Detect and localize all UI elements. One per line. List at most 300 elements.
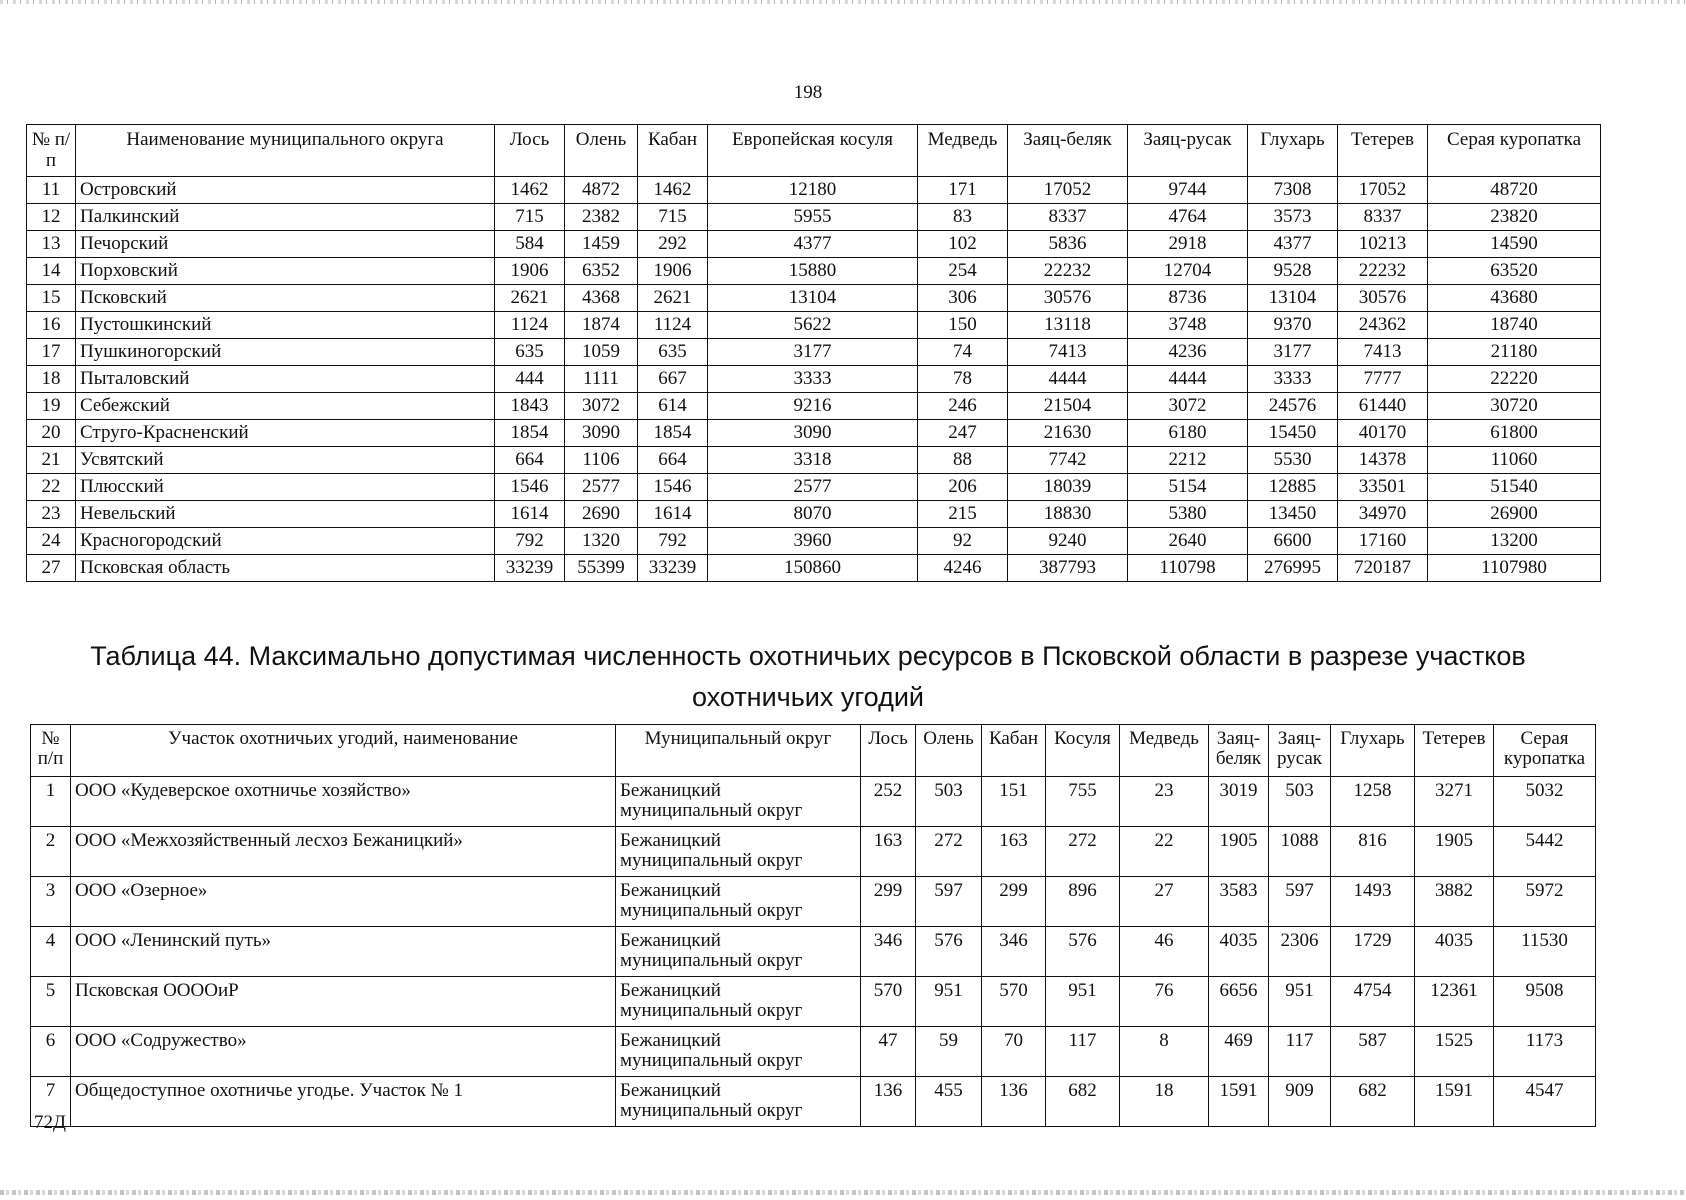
table-cell: 8736 [1128,285,1248,312]
table-cell: 5955 [708,204,918,231]
table-cell: 24362 [1338,312,1428,339]
col-brown-hare-header: Заяц-русак [1269,725,1331,777]
table-cell: 306 [918,285,1008,312]
table-cell: 951 [916,977,982,1027]
table-cell: 503 [916,777,982,827]
table-cell: 4444 [1128,366,1248,393]
table-cell: 3 [31,877,71,927]
table-cell: 346 [982,927,1046,977]
table-cell: 252 [861,777,916,827]
table-cell: 8070 [708,501,918,528]
table-cell: 21504 [1008,393,1128,420]
table-cell: Плюсский [76,474,495,501]
table-cell: 117 [1269,1027,1331,1077]
table-cell: 18830 [1008,501,1128,528]
col-municipal-district-header: Муниципальный округ [616,725,861,777]
table-cell: 6352 [565,258,638,285]
table-cell: 22232 [1338,258,1428,285]
table-cell: 74 [918,339,1008,366]
table-cell: 21630 [1008,420,1128,447]
table-cell: 33239 [638,555,708,582]
table-cell: 9508 [1494,977,1596,1027]
table-cell: 1874 [565,312,638,339]
table-cell: 21 [27,447,76,474]
table-cell: 299 [982,877,1046,927]
table-cell: 1525 [1415,1027,1494,1077]
table-row [31,977,1596,1027]
table-cell: Псковская область [76,555,495,582]
col-roe-deer-header: Европейская косуля [708,125,918,177]
table-cell: 1320 [565,528,638,555]
table-cell: 2 [31,827,71,877]
table-cell: 792 [495,528,565,555]
table-cell: 1107980 [1428,555,1601,582]
table-cell: Бежаницкий муниципальный округ [616,977,861,1027]
table-cell: 1614 [495,501,565,528]
table-cell: 47 [861,1027,916,1077]
table-cell: 1173 [1494,1027,1596,1077]
table-cell: 15450 [1248,420,1338,447]
table-cell: 4377 [708,231,918,258]
col-roe-deer-header: Косуля [1046,725,1120,777]
table-cell: Порховский [76,258,495,285]
table-cell: 11 [27,177,76,204]
table-cell: 2621 [638,285,708,312]
col-black-grouse-header: Тетерев [1415,725,1494,777]
table-row [27,366,1601,393]
table-cell: 78 [918,366,1008,393]
table-cell: 22220 [1428,366,1601,393]
table-cell: 88 [918,447,1008,474]
table-cell: 9528 [1248,258,1338,285]
table-cell: 1546 [638,474,708,501]
col-capercaillie-header: Глухарь [1331,725,1415,777]
table-cell: 951 [1269,977,1331,1027]
table-cell: 5154 [1128,474,1248,501]
bottom-table-header-row [31,725,1596,777]
table-cell: 4754 [1331,977,1415,1027]
table-cell: 51540 [1428,474,1601,501]
table-cell: Бежаницкий муниципальный округ [616,827,861,877]
table-cell: 33501 [1338,474,1428,501]
table-cell: ООО «Озерное» [71,877,616,927]
top-table-header-row [27,125,1601,177]
table-cell: 7413 [1338,339,1428,366]
table-cell: Струго-Красненский [76,420,495,447]
table-cell: 7742 [1008,447,1128,474]
table-cell: 682 [1331,1077,1415,1127]
table-cell: Общедоступное охотничье угодье. Участок № 1 [71,1077,616,1127]
table-cell: Псковский [76,285,495,312]
table-cell: 18 [1120,1077,1209,1127]
col-number-header: № п/п [31,725,71,777]
table-cell: 1906 [495,258,565,285]
table-cell: 18740 [1428,312,1601,339]
table-cell: 5836 [1008,231,1128,258]
table-cell: 254 [918,258,1008,285]
col-bear-header: Медведь [918,125,1008,177]
table-cell: 614 [638,393,708,420]
table-cell: 136 [861,1077,916,1127]
table-cell: 55399 [565,555,638,582]
table-row [27,447,1601,474]
table-row [31,877,1596,927]
table-cell: 576 [1046,927,1120,977]
table-cell: 346 [861,927,916,977]
table-cell: 12361 [1415,977,1494,1027]
table-cell: 206 [918,474,1008,501]
table-cell: 2382 [565,204,638,231]
table-cell: 8337 [1008,204,1128,231]
col-mountain-hare-header: Заяц-беляк [1209,725,1269,777]
table-row [31,777,1596,827]
table-cell: 3583 [1209,877,1269,927]
table-cell: 18 [27,366,76,393]
table-cell: 1905 [1415,827,1494,877]
table-cell: ООО «Ленинский путь» [71,927,616,977]
table-cell: 816 [1331,827,1415,877]
table-cell: 3271 [1415,777,1494,827]
table-cell: Бежаницкий муниципальный округ [616,1027,861,1077]
col-bear-header: Медведь [1120,725,1209,777]
page-number: 198 [793,82,823,103]
table-cell: 503 [1269,777,1331,827]
table-cell: 570 [861,977,916,1027]
scan-edge-bottom [0,1190,1686,1195]
table-cell: 14378 [1338,447,1428,474]
table-cell: 34970 [1338,501,1428,528]
table-cell: 151 [982,777,1046,827]
table-row [27,177,1601,204]
table-cell: 1088 [1269,827,1331,877]
table-cell: 1124 [638,312,708,339]
table-cell: 2640 [1128,528,1248,555]
table-cell: 597 [916,877,982,927]
table-cell: 17160 [1338,528,1428,555]
table-cell: 23 [1120,777,1209,827]
table-cell: Бежаницкий муниципальный округ [616,777,861,827]
table-cell: 8 [1120,1027,1209,1077]
table-cell: 16 [27,312,76,339]
table-cell: 27 [1120,877,1209,927]
table-cell: 22 [1120,827,1209,877]
table-cell: 667 [638,366,708,393]
table-row [27,231,1601,258]
col-district-header: Наименование муниципального округа [76,125,495,177]
table-cell: 2918 [1128,231,1248,258]
table-cell: 246 [918,393,1008,420]
table-cell: 40170 [1338,420,1428,447]
col-elk-header: Лось [495,125,565,177]
table-cell: 110798 [1128,555,1248,582]
table-cell: 1591 [1209,1077,1269,1127]
table-cell: 7413 [1008,339,1128,366]
table-cell: 150860 [708,555,918,582]
table-cell: 4764 [1128,204,1248,231]
table-cell: 951 [1046,977,1120,1027]
table-cell: 5972 [1494,877,1596,927]
table-cell: 9370 [1248,312,1338,339]
table-cell: 102 [918,231,1008,258]
table-cell: 163 [861,827,916,877]
table-cell: 4368 [565,285,638,312]
col-partridge-header: Серая куропатка [1494,725,1596,777]
table-cell: 720187 [1338,555,1428,582]
table-row [27,555,1601,582]
table-cell: 70 [982,1027,1046,1077]
table-cell: 247 [918,420,1008,447]
table-cell: 20 [27,420,76,447]
col-deer-header: Олень [916,725,982,777]
table-row [27,474,1601,501]
top-table [26,124,1601,582]
table-cell: 755 [1046,777,1120,827]
table-cell: 664 [495,447,565,474]
table-cell: 292 [638,231,708,258]
table-cell: 1 [31,777,71,827]
table-cell: 117 [1046,1027,1120,1077]
table-cell: 4246 [918,555,1008,582]
table-cell: 1106 [565,447,638,474]
table-cell: 1462 [495,177,565,204]
table-cell: 8337 [1338,204,1428,231]
table-row [27,528,1601,555]
table-cell: 4444 [1008,366,1128,393]
table-cell: 27 [27,555,76,582]
table-cell: 597 [1269,877,1331,927]
table-cell: 715 [495,204,565,231]
table-cell: 1854 [638,420,708,447]
table-row [27,420,1601,447]
table-cell: 163 [982,827,1046,877]
table-cell: 7308 [1248,177,1338,204]
table-cell: 896 [1046,877,1120,927]
table-cell: 1905 [1209,827,1269,877]
table-cell: 2577 [565,474,638,501]
table-caption-line-2: охотничьих угодий [691,682,924,712]
table-cell: Невельский [76,501,495,528]
table-row [27,312,1601,339]
table-cell: 30720 [1428,393,1601,420]
table-cell: 3090 [708,420,918,447]
table-cell: 136 [982,1077,1046,1127]
table-cell: 12180 [708,177,918,204]
table-cell: 682 [1046,1077,1120,1127]
table-cell: 3960 [708,528,918,555]
table-cell: Бежаницкий муниципальный округ [616,927,861,977]
table-cell: 15880 [708,258,918,285]
table-row [27,501,1601,528]
table-row [27,285,1601,312]
table-cell: 18039 [1008,474,1128,501]
table-cell: 13104 [708,285,918,312]
table-cell: 715 [638,204,708,231]
table-cell: 635 [495,339,565,366]
table-cell: 150 [918,312,1008,339]
table-cell: 13200 [1428,528,1601,555]
table-cell: Усвятский [76,447,495,474]
table-cell: 63520 [1428,258,1601,285]
table-cell: 6180 [1128,420,1248,447]
col-plot-name-header: Участок охотничьих угодий, наименование [71,725,616,777]
table-cell: 46 [1120,927,1209,977]
table-cell: 3019 [1209,777,1269,827]
table-cell: 272 [1046,827,1120,877]
table-cell: 22 [27,474,76,501]
table-cell: 5032 [1494,777,1596,827]
table-cell: 14 [27,258,76,285]
table-cell: 584 [495,231,565,258]
table-cell: 469 [1209,1027,1269,1077]
table-cell: 5380 [1128,501,1248,528]
table-cell: 215 [918,501,1008,528]
table-cell: 299 [861,877,916,927]
table-cell: 14590 [1428,231,1601,258]
table-cell: 2212 [1128,447,1248,474]
table-cell: 2577 [708,474,918,501]
table-cell: 23 [27,501,76,528]
table-cell: 33239 [495,555,565,582]
table-cell: 4236 [1128,339,1248,366]
table-cell: 83 [918,204,1008,231]
table-cell: 587 [1331,1027,1415,1077]
table-cell: 9240 [1008,528,1128,555]
table-cell: 570 [982,977,1046,1027]
table-cell: 15 [27,285,76,312]
table-cell: 2306 [1269,927,1331,977]
table-cell: 3177 [1248,339,1338,366]
scan-edge-top [0,0,1686,4]
table-cell: 1729 [1331,927,1415,977]
table-cell: 6 [31,1027,71,1077]
table-cell: 13450 [1248,501,1338,528]
col-mountain-hare-header: Заяц-беляк [1008,125,1128,177]
table-cell: 1111 [565,366,638,393]
table-cell: 11530 [1494,927,1596,977]
table-cell: 3882 [1415,877,1494,927]
table-cell: 664 [638,447,708,474]
table-cell: Бежаницкий муниципальный округ [616,877,861,927]
table-cell: 2690 [565,501,638,528]
col-number-header: № п/п [27,125,76,177]
table-cell: 17052 [1008,177,1128,204]
table-cell: 1843 [495,393,565,420]
table-cell: 3072 [1128,393,1248,420]
table-row [31,827,1596,877]
table-cell: 1059 [565,339,638,366]
table-cell: 3318 [708,447,918,474]
table-cell: Красногородский [76,528,495,555]
table-cell: 576 [916,927,982,977]
table-cell: 1546 [495,474,565,501]
table-row [27,204,1601,231]
table-row [31,1027,1596,1077]
bottom-table [30,724,1596,1127]
table-cell: 59 [916,1027,982,1077]
col-capercaillie-header: Глухарь [1248,125,1338,177]
table-caption-line-1: Таблица 44. Максимально допустимая численность охотничьих ресурсов в Псковской области в разрезе участков [90,641,1526,671]
table-cell: 17 [27,339,76,366]
table-cell: 9216 [708,393,918,420]
table-cell: 9744 [1128,177,1248,204]
table-cell: 272 [916,827,982,877]
table-cell: ООО «Кудеверское охотничье хозяйство» [71,777,616,827]
table-cell: 1614 [638,501,708,528]
table-cell: 61440 [1338,393,1428,420]
table-cell: 13 [27,231,76,258]
table-cell: 6600 [1248,528,1338,555]
table-cell: 171 [918,177,1008,204]
table-cell: 5442 [1494,827,1596,877]
table-cell: 92 [918,528,1008,555]
table-cell: 1258 [1331,777,1415,827]
table-cell: 24 [27,528,76,555]
table-cell: 3333 [708,366,918,393]
table-cell: 635 [638,339,708,366]
col-deer-header: Олень [565,125,638,177]
table-row [27,393,1601,420]
table-cell: Себежский [76,393,495,420]
table-cell: 13118 [1008,312,1128,339]
col-black-grouse-header: Тетерев [1338,125,1428,177]
table-cell: 11060 [1428,447,1601,474]
table-cell: Пушкиногорский [76,339,495,366]
footer-code: 72Д [34,1112,66,1133]
table-cell: Печорский [76,231,495,258]
table-cell: 444 [495,366,565,393]
table-row [31,1077,1596,1127]
table-cell: 4035 [1209,927,1269,977]
table-cell: 17052 [1338,177,1428,204]
table-cell: 1906 [638,258,708,285]
table-cell: 3177 [708,339,918,366]
table-cell: 13104 [1248,285,1338,312]
table-cell: ООО «Межхозяйственный лесхоз Бежаницкий» [71,827,616,877]
table-cell: Псковская ОООOиР [71,977,616,1027]
table-row [27,339,1601,366]
table-cell: 10213 [1338,231,1428,258]
table-cell: 1462 [638,177,708,204]
table-row [31,927,1596,977]
table-cell: Островский [76,177,495,204]
table-cell: 48720 [1428,177,1601,204]
col-boar-header: Кабан [982,725,1046,777]
table-cell: 21180 [1428,339,1601,366]
col-partridge-header: Серая куропатка [1428,125,1601,177]
table-cell: 387793 [1008,555,1128,582]
table-cell: 1124 [495,312,565,339]
table-cell: 22232 [1008,258,1128,285]
table-cell: Бежаницкий муниципальный округ [616,1077,861,1127]
table-cell: 19 [27,393,76,420]
table-cell: 455 [916,1077,982,1127]
table-cell: 7 [31,1077,71,1127]
table-cell: 3748 [1128,312,1248,339]
table-cell: 4872 [565,177,638,204]
table-cell: 23820 [1428,204,1601,231]
table-row [27,258,1601,285]
table-cell: 4 [31,927,71,977]
table-cell: 26900 [1428,501,1601,528]
table-cell: 4547 [1494,1077,1596,1127]
table-cell: 12885 [1248,474,1338,501]
table-cell: 6656 [1209,977,1269,1027]
table-cell: 30576 [1008,285,1128,312]
table-cell: Палкинский [76,204,495,231]
table-cell: 3090 [565,420,638,447]
table-cell: 12 [27,204,76,231]
table-cell: 30576 [1338,285,1428,312]
